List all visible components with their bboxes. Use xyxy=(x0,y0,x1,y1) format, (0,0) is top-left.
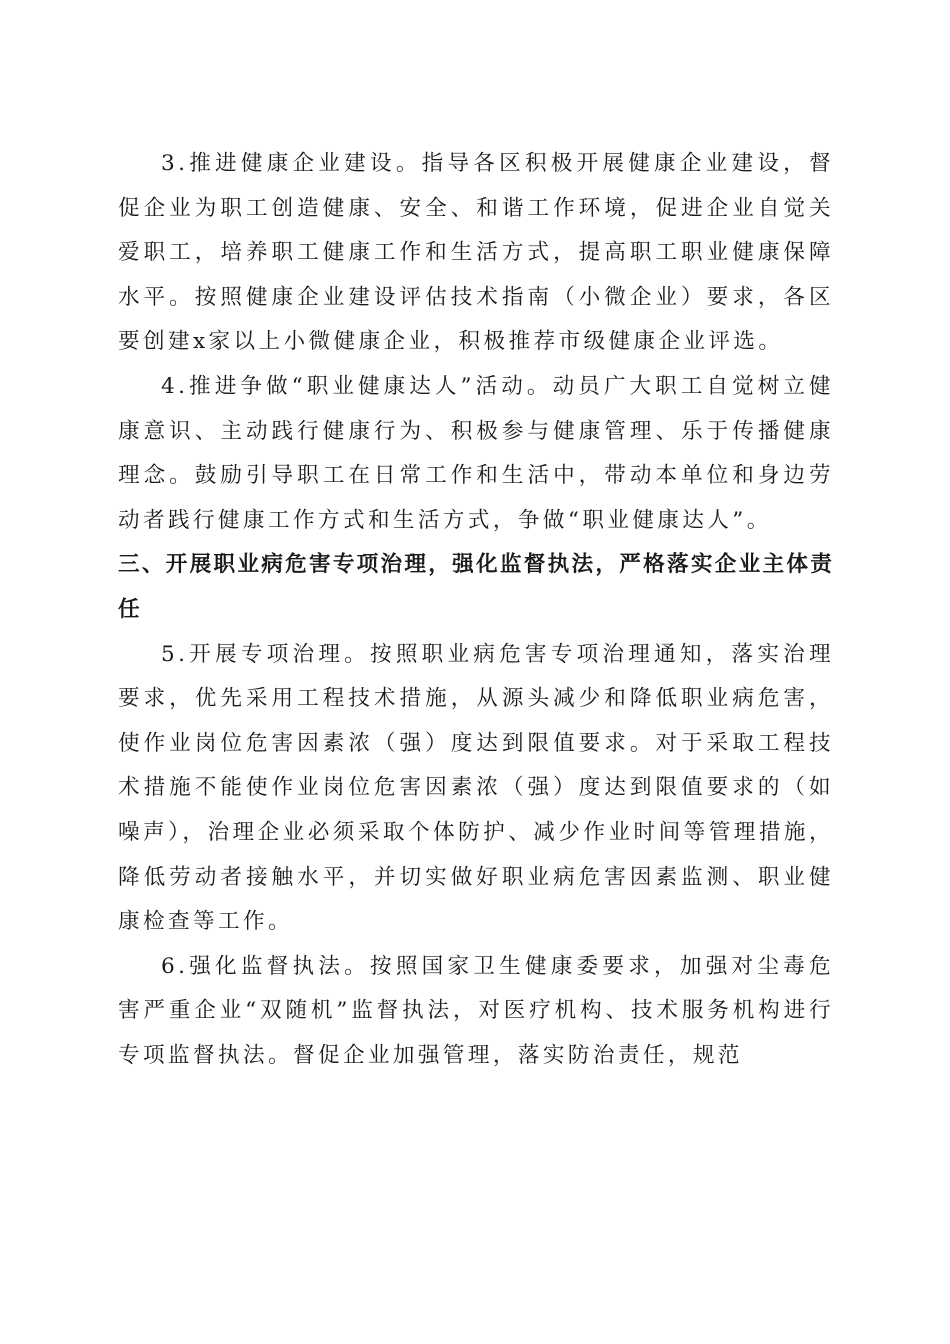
section-heading-3: 三、开展职业病危害专项治理，强化监督执法，严格落实企业主体责任 xyxy=(118,552,834,622)
paragraph-item-3-healthy-enterprise: 3.推进健康企业建设。指导各区积极开展健康企业建设，督促企业为职工创造健康、安全、和谐工作环境，促进企业自觉关爱职工，培养职工健康工作和生活方式，提高职工职业健康保障水平。按照健康企业建设评估技术指南（小微企业）要求，各区要创建x家以上小微健康企业，积极推荐市级健康企业评选。 xyxy=(118,151,834,355)
document-page xyxy=(118,142,834,1078)
paragraph-item-4-health-expert-activity: 4.推进争做“职业健康达人”活动。动员广大职工自觉树立健康意识、主动践行健康行为、积极参与健康管理、乐于传播健康理念。鼓励引导职工在日常工作和生活中，带动本单位和身边劳动者践行健康工作方式和生活方式，争做“职业健康达人”。 xyxy=(118,373,834,533)
paragraph-item-5-special-governance: 5.开展专项治理。按照职业病危害专项治理通知，落实治理要求，优先采用工程技术措施，从源头减少和降低职业病危害，使作业岗位危害因素浓（强）度达到限值要求。对于采取工程技术措施不能使作业岗位危害因素浓（强）度达到限值要求的（如噪声），治理企业必须采取个体防护、减少作业时间等管理措施，降低劳动者接触水平，并切实做好职业病危害因素监测、职业健康检查等工作。 xyxy=(118,641,834,935)
paragraph-item-6-supervision-enforcement: 6.强化监督执法。按照国家卫生健康委要求，加强对尘毒危害严重企业“双随机”监督执法，对医疗机构、技术服务机构进行专项监督执法。督促企业加强管理，落实防治责任，规范 xyxy=(118,953,834,1068)
